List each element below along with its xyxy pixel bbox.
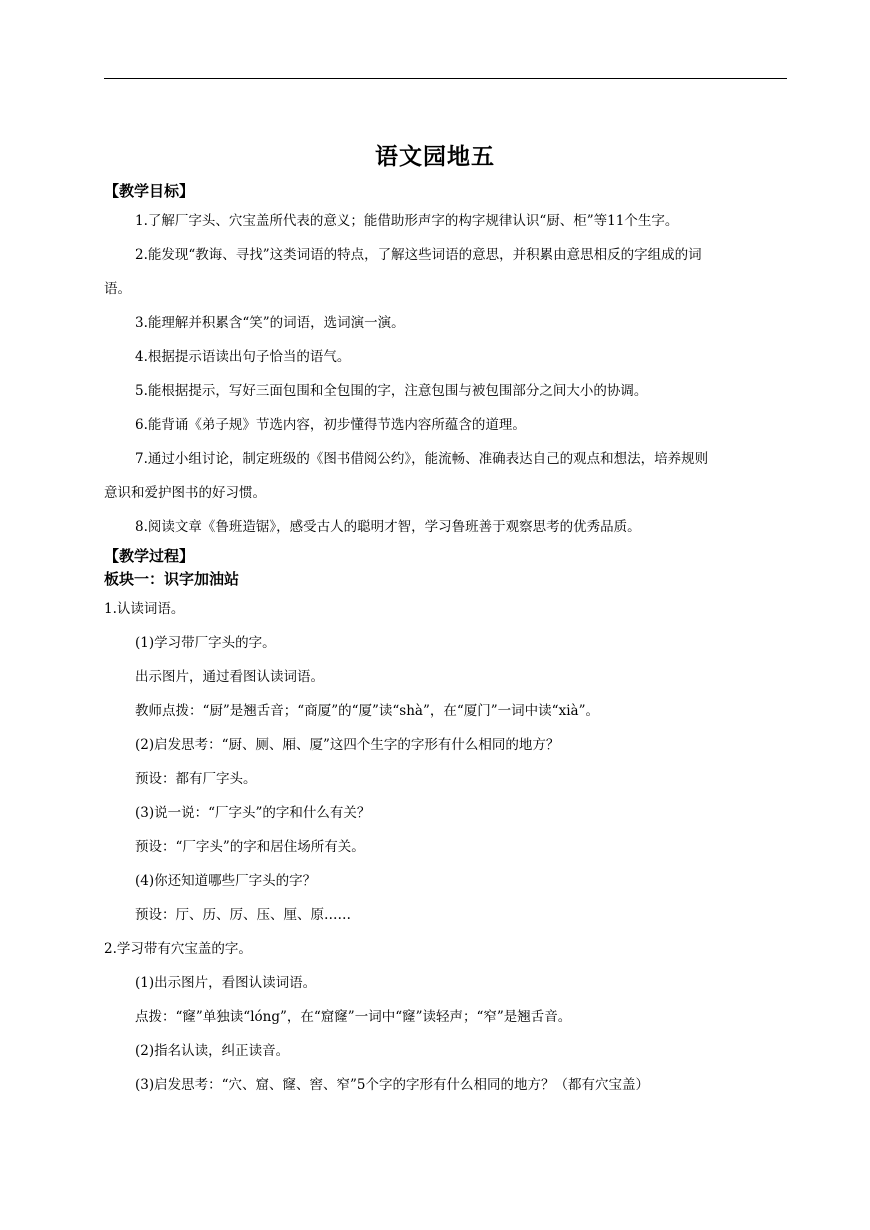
- goals-heading: 【教学目标】: [104, 182, 195, 200]
- goal-item-continuation: 意识和爱护图书的好习惯。: [104, 485, 266, 501]
- goal-item: 8.阅读文章《鲁班造锯》，感受古人的聪明才智，学习鲁班善于观察思考的优秀品质。: [135, 519, 641, 535]
- process-line: (2)指名认读，纠正读音。: [135, 1043, 290, 1059]
- process-line: (3)启发思考：“穴、窟、窿、窖、窄”5个字的字形有什么相同的地方？（都有穴宝盖）: [135, 1077, 650, 1093]
- goal-item: 6.能背诵《弟子规》节选内容，初步懂得节选内容所蕴含的道理。: [135, 417, 526, 433]
- header-rule: [104, 78, 787, 79]
- goal-item: 1.了解厂字头、穴宝盖所代表的意义；能借助形声字的构字规律认识“厨、柜”等11个生字。: [135, 213, 679, 229]
- process-line: (1)学习带厂字头的字。: [135, 635, 276, 651]
- process-line: 预设：厅、历、厉、压、厘、原……: [135, 907, 351, 923]
- process-line: 出示图片，通过看图认读词语。: [135, 669, 324, 685]
- process-line: 预设：“厂字头”的字和居住场所有关。: [135, 839, 365, 855]
- goal-item: 5.能根据提示，写好三面包围和全包围的字，注意包围与被包围部分之间大小的协调。: [135, 383, 648, 399]
- process-step: 1.认读词语。: [104, 601, 185, 617]
- process-line: (1)出示图片，看图认读词语。: [135, 975, 317, 991]
- block1-heading: 板块一：识字加油站: [104, 570, 240, 588]
- goal-item-continuation: 语。: [104, 281, 131, 297]
- goal-item: 4.根据提示语读出句子恰当的语气。: [135, 349, 351, 365]
- goal-item: 2.能发现“教诲、寻找”这类词语的特点，了解这些词语的意思，并积累由意思相反的字组成的词: [135, 247, 702, 263]
- process-line: (2)启发思考：“厨、厕、厢、厦”这四个生字的字形有什么相同的地方？: [135, 737, 560, 753]
- process-line: (4)你还知道哪些厂字头的字？: [135, 873, 317, 889]
- page-title: 语文园地五: [375, 144, 495, 170]
- process-step: 2.学习带有穴宝盖的字。: [104, 941, 252, 957]
- goal-item: 3.能理解并积累含“笑”的词语，选词演一演。: [135, 315, 405, 331]
- goal-item: 7.通过小组讨论，制定班级的《图书借阅公约》，能流畅、准确表达自己的观点和想法，培养规则: [135, 451, 709, 467]
- process-heading: 【教学过程】: [104, 547, 195, 565]
- process-line: 教师点拨：“厨”是翘舌音；“商厦”的“厦”读“shà”，在“厦门”一词中读“xià”。: [135, 703, 599, 719]
- process-line: (3)说一说：“厂字头”的字和什么有关？: [135, 805, 371, 821]
- process-line: 预设：都有厂字头。: [135, 771, 257, 787]
- process-line: 点拨：“窿”单独读“lóng”，在“窟窿”一词中“窿”读轻声；“窄”是翘舌音。: [135, 1009, 572, 1025]
